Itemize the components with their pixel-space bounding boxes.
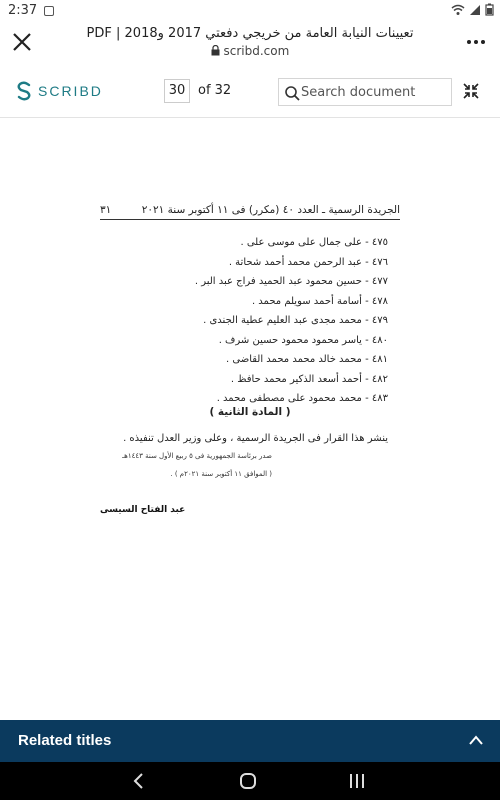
search-icon	[284, 85, 300, 101]
signal-icon	[469, 4, 481, 16]
lock-icon	[211, 45, 220, 56]
corresponding-date: ( الموافق ١١ أكتوبر سنة ٢٠٢١م ) .	[170, 470, 272, 478]
page-total: of 32	[198, 83, 232, 98]
status-bar	[0, 0, 500, 22]
url-text: scribd.com	[223, 44, 290, 58]
publish-statement: ينشر هذا القرار فى الجريدة الرسمية ، وعلى وزير العدل تنفيذه .	[123, 433, 388, 444]
list-item: ٤٧٧ - حسين محمود عبد الحميد فراج عبد البر .	[194, 276, 388, 287]
search-placeholder: Search document	[301, 85, 416, 100]
scribd-s-icon	[16, 81, 32, 101]
issued-statement: صدر برئاسة الجمهورية فى ٥ ربيع الأول سنة ١٤٤٣هـ	[122, 452, 272, 460]
page-url	[0, 44, 500, 58]
page-number-input[interactable]: 30	[164, 79, 190, 103]
battery-icon	[485, 3, 494, 16]
browser-app-bar	[0, 22, 500, 64]
scribd-wordmark: SCRIBD	[38, 83, 103, 99]
appointees-list	[128, 233, 388, 409]
list-item: ٤٧٩ - محمد مجدى عبد العليم عطية الجندى .	[203, 315, 388, 326]
signature: عبد الفتاح السيسى	[100, 505, 186, 515]
list-item: ٤٧٥ - على جمال على موسى على .	[240, 237, 388, 248]
scribd-logo[interactable]	[16, 81, 103, 101]
list-item: ٤٨٠ - ياسر محمود محمود حسين شرف .	[218, 334, 388, 346]
wifi-icon	[451, 4, 465, 16]
related-titles-bar[interactable]	[0, 720, 500, 762]
document-toolbar	[0, 64, 500, 118]
search-document-field[interactable]	[278, 78, 452, 106]
collapse-fullscreen-icon[interactable]	[462, 82, 480, 100]
android-nav-bar	[0, 762, 500, 800]
notification-icon	[44, 6, 54, 16]
back-icon[interactable]	[128, 771, 150, 791]
home-icon[interactable]	[237, 771, 259, 791]
chevron-up-icon[interactable]	[468, 734, 484, 746]
status-time: 2:37	[8, 3, 38, 18]
recents-icon[interactable]	[346, 771, 368, 791]
related-titles-label: Related titles	[18, 732, 112, 749]
list-item: ٤٨١ - محمد خالد محمد محمد القاضى .	[226, 354, 388, 365]
list-item: ٤٨٣ - محمد محمود على مصطفى محمد .	[216, 393, 388, 404]
page-title: تعيينات النيابة العامة من خريجي دفعتي 2017 و2018 | PDF	[86, 26, 414, 41]
status-icons	[451, 3, 494, 16]
gazette-page-number: ٣١	[100, 204, 112, 216]
article-heading: ( المادة الثانية )	[209, 406, 291, 418]
header-divider	[100, 219, 400, 220]
list-item: ٤٨٢ - أحمد أسعد الذكير محمد حافظ .	[230, 373, 388, 385]
list-item: ٤٧٦ - عبد الرحمن محمد أحمد شحاتة .	[228, 256, 388, 268]
document-page	[0, 118, 500, 720]
more-options-icon[interactable]	[466, 34, 486, 50]
list-item: ٤٧٨ - أسامة أحمد سويلم محمد .	[251, 295, 388, 307]
gazette-header-text: الجريدة الرسمية ـ العدد ٤٠ (مكرر) فى ١١ أكتوبر سنة ٢٠٢١	[141, 204, 400, 216]
